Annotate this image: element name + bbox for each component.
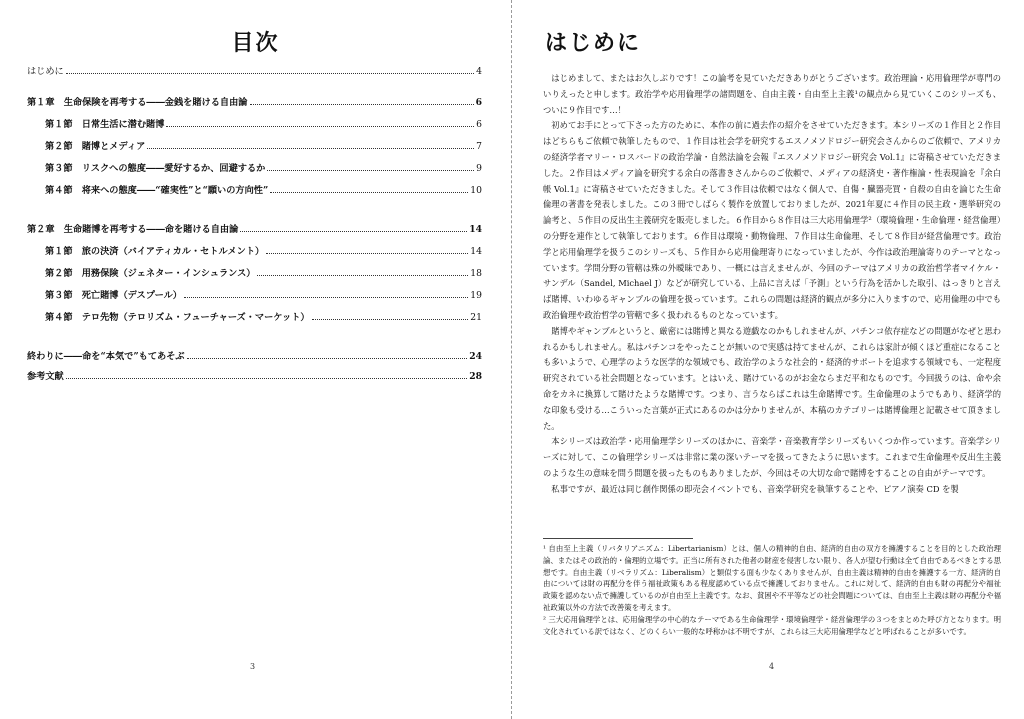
toc-entry-label: 終わりに――命を“本気で”もてあそぶ — [27, 351, 185, 362]
toc-title: 目次 — [231, 30, 280, 56]
footnote: ¹ 自由至上主義（リバタリアニズム：Libertarianism）とは、個人の精神的自由、経済的自由の双方を擁護することを目的とした政治理論、またはその政治的・倫理的立場です。正当に所有された他者の財産を侵害しない限り、各人が望む行動は全て自由であるべきとする思想です。自由主義（リベラリズム：Liberalism）と類似する面も少なくありませんが、自由主義は精神的自由を擁護する一方、経済的自由については財の再配分を伴う福祉政策もある程度認めている点で擁護しておりません。これに対して、経済的自由も財の再配分や福祉政策を認めない点で擁護しているのが自由至上主義です。なお、貧困や不平等などの社会問題については、自由至上主義は財の再配分や福祉政策以外の方法で改善策を考えます。 — [543, 544, 1001, 612]
toc-leader-dots — [184, 290, 468, 298]
toc-entry-page: 6 — [475, 97, 482, 108]
toc-leader-dots — [266, 246, 468, 254]
toc-leader-dots — [240, 224, 467, 232]
toc-entry-page: 14 — [470, 246, 482, 257]
toc-chapter-entry — [27, 66, 482, 77]
toc-entry-label: 第１節 日常生活に潜む賭博 — [45, 119, 165, 130]
page-number-left: 3 — [250, 662, 256, 671]
toc-entry-page: 6 — [476, 119, 482, 130]
toc-entry-page: 14 — [469, 224, 482, 235]
toc-entry-label: 参考文献 — [27, 371, 64, 382]
toc-entry-page: 4 — [476, 66, 482, 77]
toc-leader-dots — [187, 351, 468, 359]
toc-entry-page: 24 — [469, 351, 482, 362]
toc-chapter-entry — [27, 351, 482, 362]
toc-entry-page: 28 — [469, 371, 482, 382]
toc-page — [0, 0, 511, 719]
paragraph: 私事ですが、最近は同じ創作関係の即売会イベントでも、音楽学研究を執筆することや、ピアノ演奏 CD を製 — [551, 483, 959, 494]
toc-section-entry — [27, 290, 482, 301]
toc-entry-label: 第１章 生命保険を再考する――金銭を賭ける自由論 — [27, 97, 248, 108]
toc-entry-page: 9 — [476, 163, 482, 174]
toc-chapter-entry — [27, 97, 482, 108]
toc-leader-dots — [312, 312, 469, 320]
table-of-contents — [27, 66, 482, 382]
footnote-rule — [543, 538, 693, 539]
toc-section-entry — [27, 141, 482, 152]
toc-section-entry — [27, 312, 482, 323]
page-spread-divider — [511, 0, 512, 719]
toc-leader-dots — [267, 163, 474, 171]
toc-entry-label: 第２節 賭博とメディア — [45, 141, 146, 152]
toc-section-entry — [27, 185, 482, 196]
toc-section-entry — [27, 163, 482, 174]
paragraph: 賭博やギャンブルというと、厳密には賭博と異なる遊戯なのかもしれませんが、パチンコ依存症などの問題がなぜと思われるかもしれません。私はパチンコをやったことが無いので実感は持てませんが、これらは家計が傾くほど重症になることも多いようで、心理学のような医学的な領域でも、政治学のような社会的・経済的サポートを追求する領域でも、一定程度研究されている社会問題となっています。とはいえ、賭けているのがお金ならまだ平和なものです。今回扱うのは、命や余命をカネに換算して賭けたような賭博です。つまり、言うならばこれは生命賭博です。生命倫理のようでもあり、経済学的な印象も受ける…こういった言葉が正式にあるのかは分かりませんが、本稿のカテゴリーは賭博倫理と記載させて頂きました。 — [543, 325, 1001, 431]
toc-entry-label: 第１節 旅の決済（バイアティカル・セトルメント） — [45, 246, 265, 257]
intro-body — [543, 71, 1001, 498]
toc-entry-page: 7 — [476, 141, 482, 152]
toc-leader-dots — [66, 66, 474, 74]
toc-leader-dots — [66, 371, 467, 379]
toc-leader-dots — [147, 141, 474, 149]
toc-section-entry — [27, 268, 482, 279]
page-number-right: 4 — [769, 662, 775, 671]
toc-chapter-entry — [27, 371, 482, 382]
toc-entry-label: 第３節 死亡賭博（デスプール） — [45, 290, 182, 301]
toc-entry-label: 第４節 テロ先物（テロリズム・フューチャーズ・マーケット） — [45, 312, 310, 323]
toc-section-entry — [27, 246, 482, 257]
footnote: ² 三大応用倫理学とは、応用倫理学の中心的なテーマである生命倫理学・環境倫理学・経営倫理学の３つをまとめた呼び方となります。明文化されている訳ではなく、どのくらい一般的な呼称かは不明ですが、これらは三大応用倫理学などと呼ばれることが多いです。 — [543, 614, 1001, 636]
toc-chapter-entry — [27, 224, 482, 235]
toc-leader-dots — [250, 97, 474, 105]
toc-entry-label: 第４節 将来への態度――“確実性”と“願いの方向性” — [45, 185, 269, 196]
toc-section-entry — [27, 119, 482, 130]
toc-leader-dots — [270, 185, 468, 193]
toc-entry-label: 第３節 リスクへの態度――愛好するか、回避するか — [45, 163, 266, 174]
toc-entry-page: 21 — [470, 312, 482, 323]
paragraph: 初めてお手にとって下さった方のために、本作の前に過去作の紹介をさせていただきます。本シリーズの１作目と２作目はどちらもご依頼で執筆したもので、１作目は社会学を研究するエスノメソドロジー研究会さんからのご依頼で、アメリカの経済学者マリー・ロスバードの政治学論・自然法論を会報『エスノメソドロジー研究会 Vol.1』に寄稿させていただきました。２作目はメディア論を研究する余白の落書きさんからのご依頼で、メディアの経済史・著作権論・性表現論を『余白帳 Vol.1』に寄稿させていただきました。そして３作目は依頼ではなく個人で、自傷・臓器売買・自殺の自由を論じた生命倫理の著書を発表しました。この３冊でしばらく製作を放置しておりましたが、2021年夏に４作目の民主政・選挙研究の論考と、５作目の反出生主義研究を販売しました。６作目から８作目は三大応用倫理学²（環境倫理・生命倫理・経営倫理）の分野を連作として執筆しております。６作目は環境・動物倫理、７作目は生命倫理、そして８作目が経営倫理です。政治学と応用倫理学を扱うこのシリーズも、５作目から応用倫理寄りになっていましたが、今作は政治理論寄りのテーマとなっています。学問分野の管轄は殊の外曖昧であり、一概には言えませんが、今回のテーマはアメリカの政治哲学者マイケル・サンデル（Sandel, Michael J）などが研究している、上品に言えば「予測」という行為を活かした取引、はっきりと言えば賭博、いわゆるギャンブルの倫理を扱っています。これらの問題は経済的観点が多分に入りますので、応用倫理の中でも政治倫理や政治哲学の管轄で多く扱われるものとなっています。 — [543, 120, 1001, 320]
toc-entry-label: はじめに — [27, 66, 64, 77]
toc-entry-page: 10 — [470, 185, 482, 196]
paragraph: 本シリーズは政治学・応用倫理学シリーズのほかに、音楽学・音楽教育学シリーズもいくつか作っています。音楽学シリーズに対して、この倫理学シリーズは非常に業の深いテーマを扱ってきたように思います。これまで生命倫理や反出生主義のような生の意味を問う問題を扱ったものもありましたが、今回はその大切な命で賭博をすることの自由がテーマです。 — [543, 436, 1001, 478]
toc-leader-dots — [166, 119, 474, 127]
toc-entry-page: 18 — [470, 268, 482, 279]
toc-entry-page: 19 — [470, 290, 482, 301]
introduction-page — [513, 0, 1024, 719]
toc-entry-label: 第２節 用務保険（ジェネター・インシュランス） — [45, 268, 256, 279]
intro-title: はじめに — [545, 30, 642, 56]
toc-leader-dots — [257, 268, 468, 276]
paragraph: はじめまして、またはお久しぶりです！この論考を見ていただきありがとうございます。政治理論・応用倫理学が専門のいりえったと申します。政治学や応用倫理学の諸問題を、自由主義・自由至上主義¹の観点から見ていくこのシリーズも、ついに９作目です…！ — [543, 73, 1001, 115]
footnotes — [543, 543, 1001, 637]
toc-entry-label: 第２章 生命賭博を再考する――命を賭ける自由論 — [27, 224, 239, 235]
